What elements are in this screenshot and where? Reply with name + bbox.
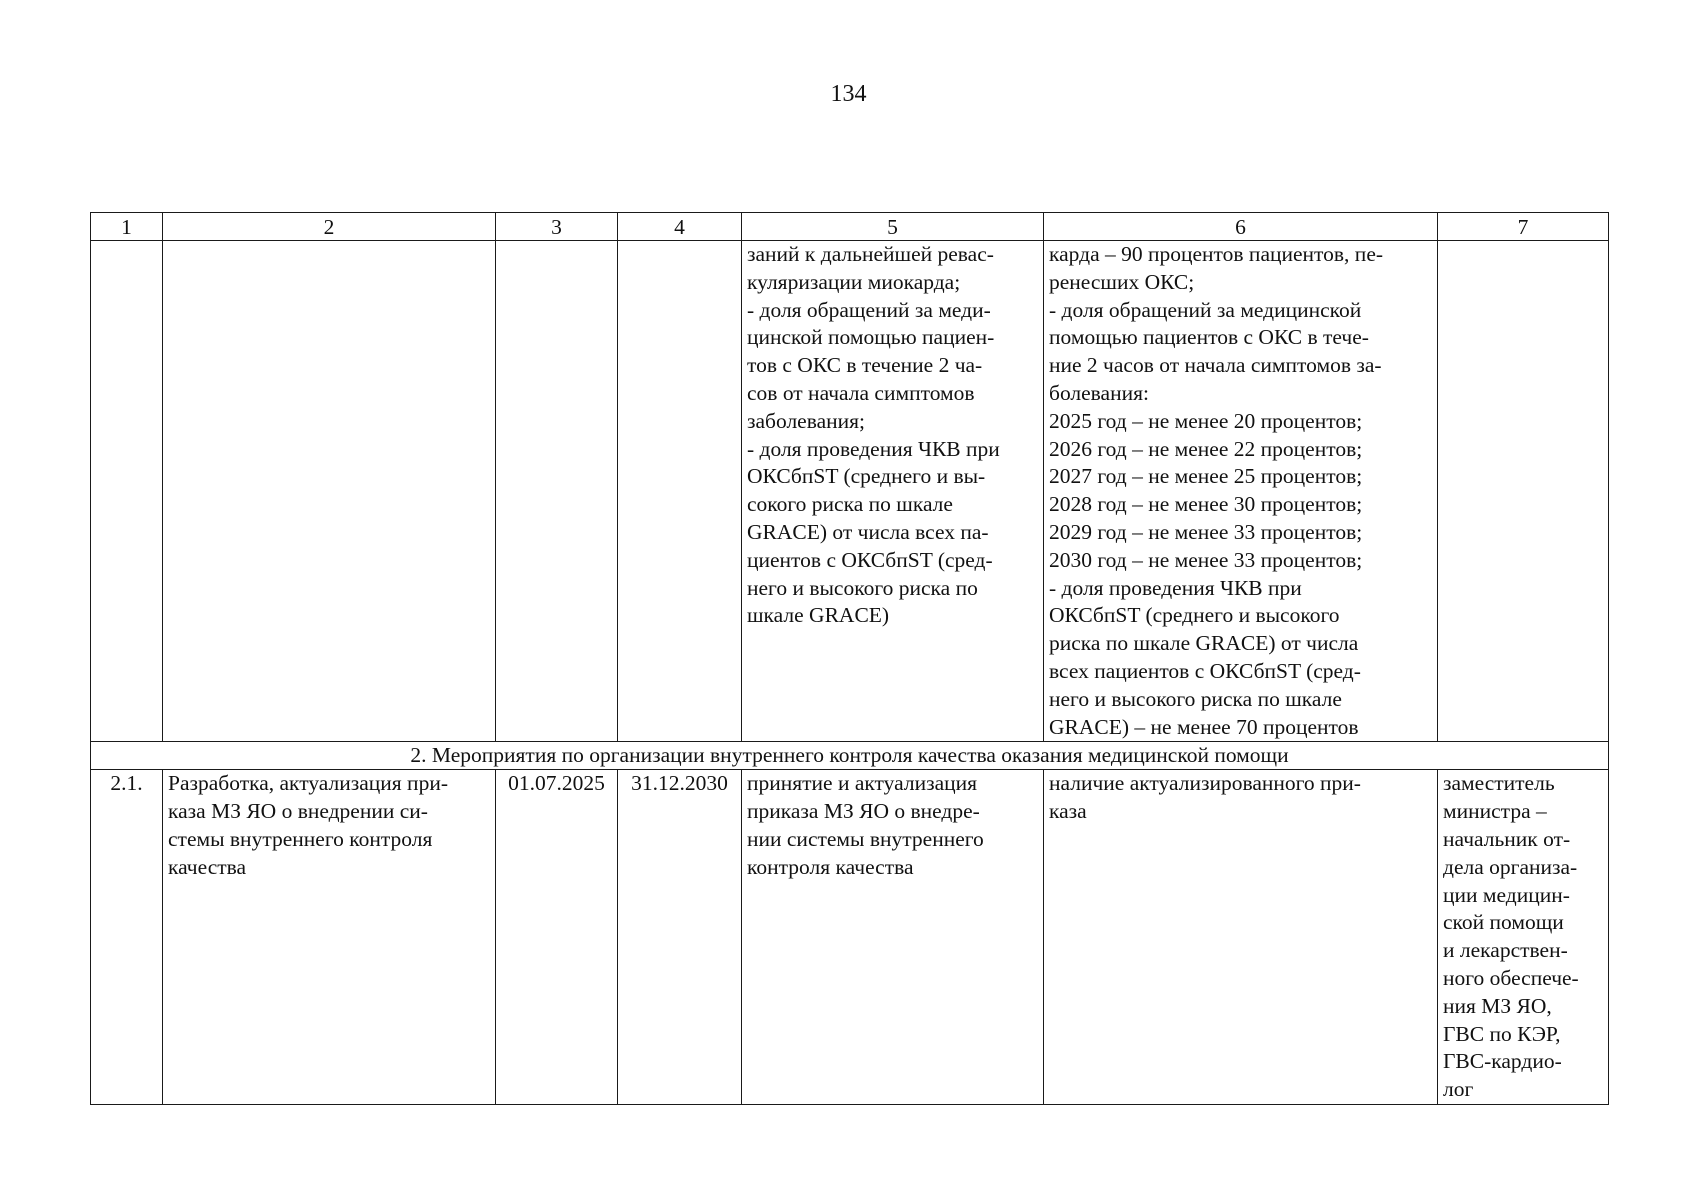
text-line: 2028 год – не менее 30 процентов; [1049,492,1363,517]
page-number: 134 [830,81,867,107]
responsible-cell [1438,770,1609,1105]
text-line: помощью пациентов с ОКС в тече- [1049,325,1369,350]
text-line: ции медицин- [1443,882,1570,907]
row-number: 2.1. [91,770,163,1105]
text-line: куляризации миокарда; [747,269,961,294]
text-line: министра – [1443,799,1547,824]
text-line: 2026 год – не менее 22 процентов; [1049,436,1363,461]
column-number-4: 4 [618,213,742,241]
text-line: заний к дальнейшей ревас- [747,242,994,266]
text-line: ОКСбпST (среднего и высокого [1049,603,1340,628]
end-date: 31.12.2030 [618,770,742,1105]
text-line: - доля проведения ЧКВ при [747,436,1000,461]
text-line: ния МЗ ЯО, [1443,993,1552,1018]
section-heading-row [91,742,1609,770]
start-date: 01.07.2025 [496,770,618,1105]
text-line: 2027 год – не менее 25 процентов; [1049,464,1363,489]
text-line: стемы внутреннего контроля [168,826,433,851]
measures-table [90,212,1609,1105]
text-line: тов с ОКС в течение 2 ча- [747,353,983,378]
text-line: - доля проведения ЧКВ при [1049,575,1302,600]
text-line: лог [1443,1077,1474,1102]
text-line: ОКСбпST (среднего и вы- [747,464,986,489]
text-line: ГВС по КЭР, [1443,1021,1561,1046]
text-line: него и высокого риска по [747,575,978,600]
text-line: наличие актуализированного при- [1049,771,1361,796]
column-number-5: 5 [742,213,1044,241]
text-line: риска по шкале GRACE) от числа [1049,631,1359,656]
result-cell [742,770,1044,1105]
text-line: и лекарствен- [1443,938,1568,963]
continuation-col3 [496,241,618,742]
text-line: заместитель [1443,771,1555,796]
text-line: болевания: [1049,380,1149,405]
text-line: всех пациентов с ОКСбпST (сред- [1049,658,1361,683]
text-line: контроля качества [747,854,914,879]
measure-name-cell [163,770,496,1105]
column-number-row [91,213,1609,241]
column-number-2: 2 [163,213,496,241]
text-line: него и высокого риска по шкале [1049,686,1342,711]
indicator-cell [1044,770,1438,1105]
text-line: цинской помощью пациен- [747,325,995,350]
text-line: Разработка, актуализация при- [168,771,448,796]
column-number-7: 7 [1438,213,1609,241]
text-line: - доля обращений за медицинской [1049,297,1362,322]
text-line: ного обеспече- [1443,965,1579,990]
continuation-indicator-cell [1044,241,1438,742]
text-line: GRACE) от числа всех па- [747,519,989,544]
text-line: 2029 год – не менее 33 процентов; [1049,519,1363,544]
text-line: циентов с ОКСбпST (сред- [747,547,993,572]
text-line: приказа МЗ ЯО о внедре- [747,799,980,824]
column-number-3: 3 [496,213,618,241]
continuation-col4 [618,241,742,742]
continuation-result-cell [742,241,1044,742]
text-line: качества [168,854,247,879]
text-line: GRACE) – не менее 70 процентов [1049,714,1359,739]
text-line: - доля обращений за меди- [747,297,991,322]
text-line: ренесших ОКС; [1049,269,1195,294]
section-title: 2. Мероприятия по организации внутреннего контроля качества оказания медицинской помощи [91,742,1609,770]
continuation-col7 [1438,241,1609,742]
column-number-1: 1 [91,213,163,241]
text-line: начальник от- [1443,826,1571,851]
continuation-col1 [91,241,163,742]
text-line: шкале GRACE) [747,603,890,628]
text-line: заболевания; [747,408,865,433]
text-line: карда – 90 процентов пациентов, пе- [1049,242,1384,266]
table-row [91,770,1609,1105]
continuation-col2 [163,241,496,742]
text-line: ние 2 часов от начала симптомов за- [1049,353,1382,378]
text-line: сокого риска по шкале [747,492,953,517]
text-line: каза МЗ ЯО о внедрении си- [168,799,428,824]
text-line: 2025 год – не менее 20 процентов; [1049,408,1363,433]
text-line: сов от начала симптомов [747,380,975,405]
continuation-row [91,241,1609,742]
column-number-6: 6 [1044,213,1438,241]
text-line: дела организа- [1443,854,1578,879]
text-line: 2030 год – не менее 33 процентов; [1049,547,1363,572]
text-line: принятие и актуализация [747,771,978,796]
text-line: ГВС-кардио- [1443,1049,1562,1074]
text-line: каза [1049,799,1087,824]
text-line: ской помощи [1443,910,1564,935]
text-line: нии системы внутреннего [747,826,984,851]
